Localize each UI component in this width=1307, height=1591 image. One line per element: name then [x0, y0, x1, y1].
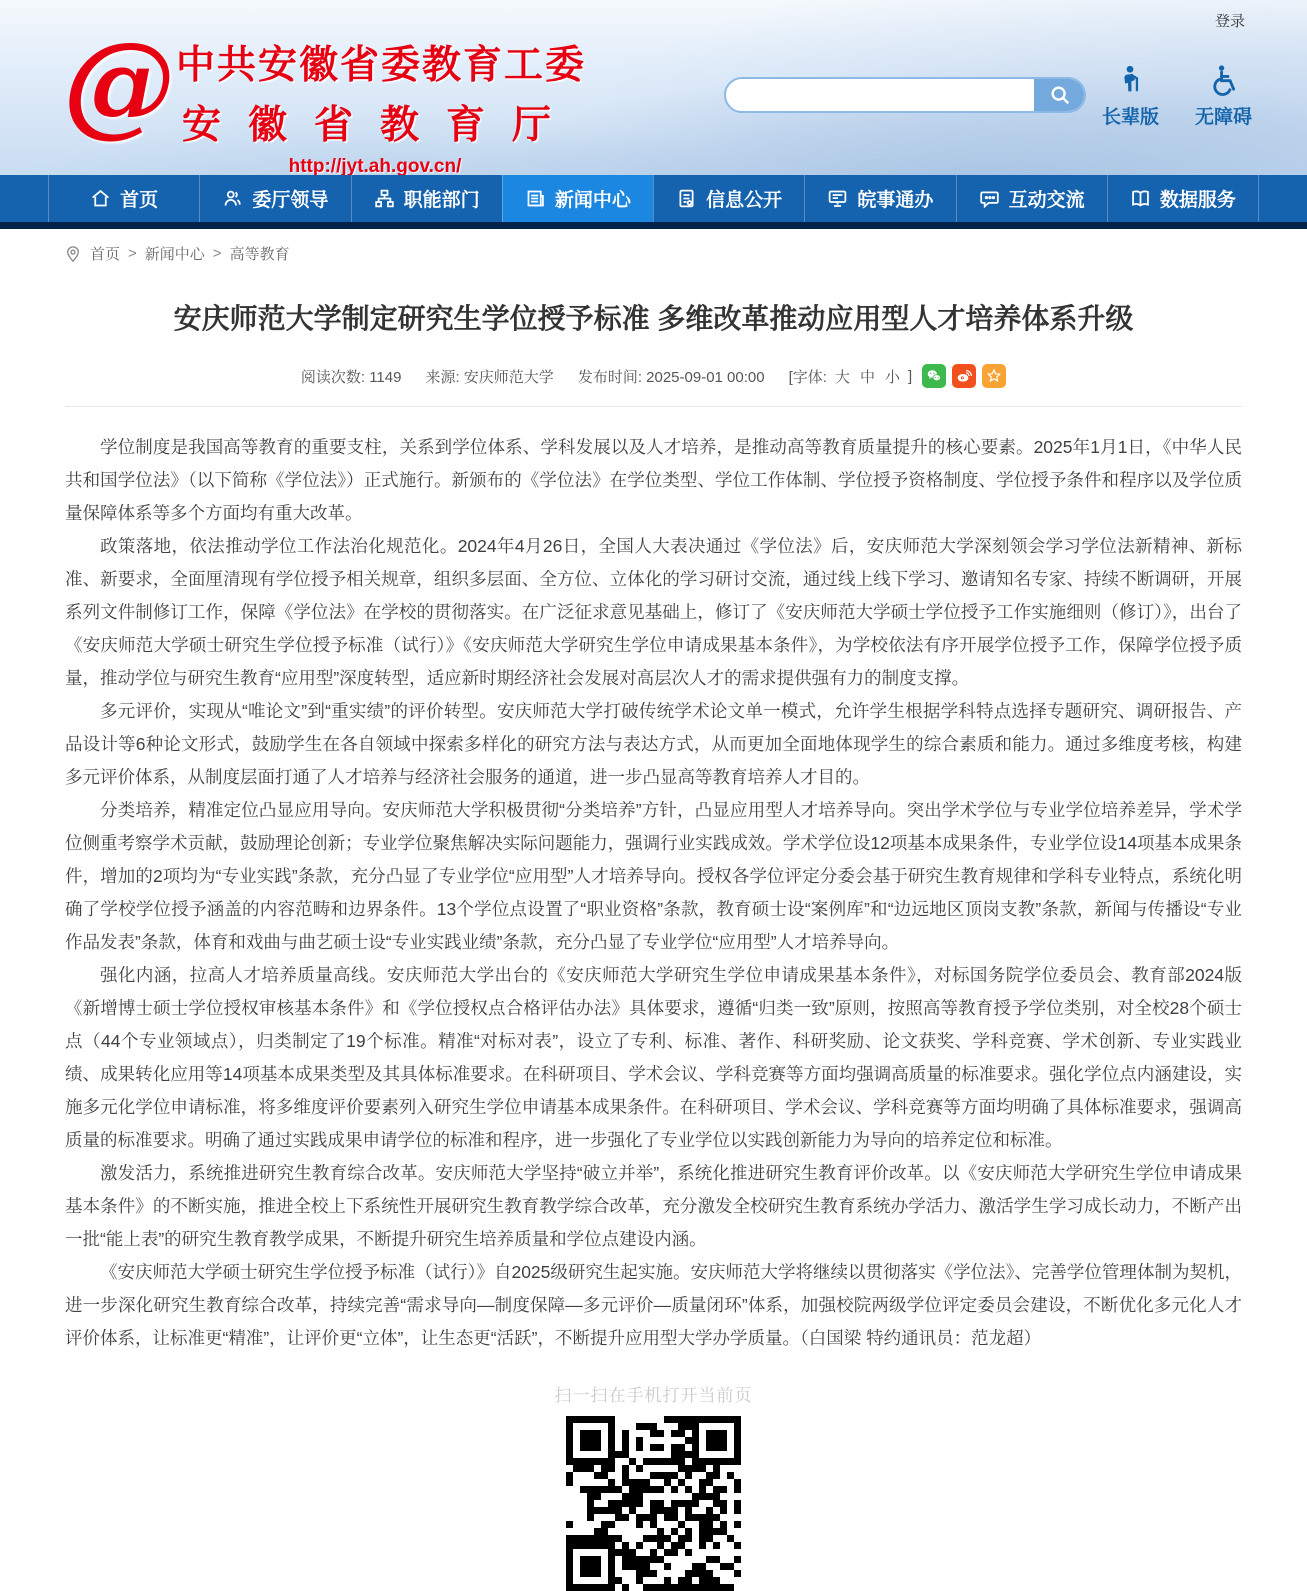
- nav-bottom-strip: [0, 222, 1307, 229]
- search-button[interactable]: [1034, 77, 1086, 113]
- paragraph: 学位制度是我国高等教育的重要支柱，关系到学位体系、学科发展以及人才培养，是推动高等教育质量提升的核心要素。2025年1月1日，《中华人民共和国学位法》（以下简称《学位法》）正式施行。新颁布的《学位法》在学位类型、学位工作体制、学位授予资格制度、学位授予条件和程序以及学位质量保障体系等多个方面均有重大改革。: [65, 437, 1242, 523]
- breadcrumb-home[interactable]: 首页: [90, 246, 121, 263]
- qr-code: [566, 1416, 741, 1591]
- breadcrumb-separator: >: [128, 245, 137, 262]
- font-size-large-button[interactable]: 大: [834, 368, 850, 386]
- search-bar: [724, 77, 1086, 113]
- breadcrumb: [0, 229, 1307, 274]
- views-count: 阅读次数: 1149: [300, 368, 402, 386]
- nav-item-services[interactable]: [804, 175, 955, 222]
- nav-item-interaction[interactable]: [956, 175, 1107, 222]
- paragraph: 多元评价，实现从“唯论文”到“重实绩”的评价转型。安庆师范大学打破传统学术论文单一模式，允许学生根据学科特点选择专题研究、调研报告、产品设计等6种论文形式，鼓励学生在各自领域中探索多样化的研究方法与表达方式，从而更加全面地体现学生的综合素质和能力。通过多维度考核，构建多元评价体系，从制度层面打通了人才培养与经济社会服务的通道，进一步凸显高等教育培养人才目的。: [65, 701, 1242, 787]
- nav-item-label: 皖事通办: [857, 190, 934, 211]
- nav-item-news[interactable]: [502, 175, 653, 222]
- login-link[interactable]: 登录: [1214, 13, 1245, 30]
- article-source: 来源: 安庆师范大学: [425, 368, 554, 386]
- nav-item-info-disclosure[interactable]: [653, 175, 804, 222]
- paragraph: 分类培养，精准定位凸显应用导向。安庆师范大学积极贯彻“分类培养”方针，凸显应用型人才培养导向。突出学术学位与专业学位培养差异，学术学位侧重考察学术贡献，鼓励理论创新；专业学位聚焦解决实际问题能力，强调行业实践成效。学术学位设12项基本成果条件，专业学位设14项基本成果条件，增加的2项均为“专业实践”条款，充分凸显了专业学位“应用型”人才培养导向。授权各学位评定分委会基于研究生教育规律和学科专业特点，系统化明确了学校学位授予涵盖的内容范畴和边界条件。13个学位点设置了“职业资格”条款，教育硕士设“案例库”和“边远地区顶岗支教”条款，新闻与传播设“专业作品发表”条款，体育和戏曲与曲艺硕士设“专业实践业绩”条款，充分凸显了专业学位“应用型”人才培养导向。: [65, 800, 1242, 952]
- accessibility-button[interactable]: [1195, 63, 1252, 129]
- font-size-label-open: [字体:: [788, 368, 827, 386]
- nav-item-label: 数据服务: [1159, 190, 1236, 211]
- nav-item-label: 信息公开: [706, 190, 783, 211]
- publish-time: 发布时间: 2025-09-01 00:00: [577, 368, 765, 386]
- meta-divider: [65, 406, 1242, 407]
- org-chart-icon: [374, 188, 395, 209]
- breadcrumb-news-center[interactable]: 新闻中心: [144, 246, 205, 263]
- qr-section: [0, 1381, 1307, 1591]
- font-size-label-close: ]: [907, 367, 913, 385]
- document-icon: [676, 188, 697, 209]
- nav-item-leaders[interactable]: [199, 175, 350, 222]
- site-logo[interactable]: [63, 18, 587, 175]
- wechat-share-icon[interactable]: [922, 364, 946, 388]
- elder-person-icon: [1113, 63, 1147, 97]
- nav-item-label: 互动交流: [1008, 190, 1085, 211]
- paragraph: 激发活力，系统推进研究生教育综合改革。安庆师范大学坚持“破立并举”，系统化推进研究生教育评价改革。以《安庆师范大学研究生学位申请成果基本条件》的不断实施，推进全校上下系统性开展研究生教育教学综合改革，充分激发全校研究生教育系统办学活力、激活学生学习成长动力，不断产出一批“能上表”的研究生教育教学成果，不断提升研究生培养质量和学位点建设内涵。: [65, 1163, 1242, 1249]
- nav-item-departments[interactable]: [351, 175, 502, 222]
- nav-item-home[interactable]: [48, 175, 199, 222]
- article-body: [65, 431, 1242, 1355]
- weibo-share-icon[interactable]: [952, 364, 976, 388]
- logo-at-icon: @: [63, 18, 175, 149]
- home-icon: [90, 188, 111, 209]
- font-size-small-button[interactable]: 小: [884, 368, 900, 386]
- nav-item-label: 职能部门: [403, 190, 480, 211]
- main-nav: [0, 175, 1307, 222]
- search-icon: [1049, 84, 1071, 106]
- article-meta: [65, 364, 1242, 388]
- breadcrumb-separator: >: [212, 245, 222, 262]
- breadcrumb-higher-education[interactable]: 高等教育: [229, 246, 290, 263]
- book-icon: [1130, 188, 1151, 209]
- nav-item-label: 委厅领导: [252, 190, 329, 211]
- users-icon: [222, 188, 243, 209]
- qzone-star-share-icon[interactable]: [982, 364, 1006, 388]
- page-title: 安庆师范大学制定研究生学位授予标准 多维改革推动应用型人才培养体系升级: [173, 303, 1134, 334]
- wheelchair-icon: [1206, 63, 1240, 97]
- news-icon: [525, 188, 546, 209]
- elder-version-button[interactable]: [1102, 63, 1159, 129]
- nav-item-label: 首页: [120, 190, 159, 211]
- monitor-icon: [827, 188, 848, 209]
- accessibility-label: 无障碍: [1194, 107, 1252, 128]
- org-name-line1: 中共安徽省委教育工委: [176, 44, 587, 87]
- site-url: http://jyt.ah.gov.cn/: [288, 156, 462, 175]
- chat-icon: [979, 188, 1000, 209]
- nav-item-label: 新闻中心: [554, 190, 631, 211]
- elder-version-label: 长辈版: [1101, 107, 1159, 128]
- article: [65, 300, 1242, 1355]
- org-name-line2: 安徽省教育厅: [182, 104, 579, 147]
- search-input[interactable]: [726, 79, 1034, 111]
- location-pin-icon: [64, 245, 82, 263]
- site-header: [0, 0, 1307, 175]
- paragraph: 政策落地，依法推动学位工作法治化规范化。2024年4月26日，全国人大表决通过《学位法》后，安庆师范大学深刻领会学习学位法新精神、新标准、新要求，全面厘清现有学位授予相关规章，组织多层面、全方位、立体化的学习研讨交流，通过线上线下学习、邀请知名专家、持续不断调研，开展系列文件制修订工作，保障《学位法》在学校的贯彻落实。在广泛征求意见基础上，修订了《安庆师范大学硕士学位授予工作实施细则（修订）》，出台了《安庆师范大学硕士研究生学位授予标准（试行）》《安庆师范大学研究生学位申请成果基本条件》，为学校依法有序开展学位授予工作，保障学位授予质量，推动学位与研究生教育“应用型”深度转型，适应新时期经济社会发展对高层次人才的需求提供强有力的制度支撑。: [65, 536, 1242, 688]
- paragraph: 《安庆师范大学硕士研究生学位授予标准（试行）》自2025级研究生起实施。安庆师范大学将继续以贯彻落实《学位法》、完善学位管理体制为契机，进一步深化研究生教育综合改革，持续完善“需求导向—制度保障—多元评价—质量闭环”体系，加强校院两级学位评定委员会建设，不断优化多元化人才评价体系，让标准更“精准”，让评价更“立体”，让生态更“活跃”，不断提升应用型大学办学质量。（白国梁 特约通讯员：范龙超）: [65, 1262, 1242, 1348]
- font-size-medium-button[interactable]: 中: [859, 368, 875, 386]
- nav-item-data-services[interactable]: [1107, 175, 1259, 222]
- paragraph: 强化内涵，拉高人才培养质量高线。安庆师范大学出台的《安庆师范大学研究生学位申请成果基本条件》，对标国务院学位委员会、教育部2024版《新增博士硕士学位授权审核基本条件》和《学位授权点合格评估办法》具体要求，遵循“归类一致”原则，按照高等教育授予学位类别，对全校28个硕士点（44个专业领域点），归类制定了19个标准。精准“对标对表”，设立了专利、标准、著作、科研奖励、论文获奖、学科竞赛、学术创新、专业实践业绩、成果转化应用等14项基本成果类型及其具体标准要求。在科研项目、学术会议、学科竞赛等方面均强调高质量的标准要求。强化学位点内涵建设，实施多元化学位申请标准，将多维度评价要素列入研究生学位申请基本成果条件。在科研项目、学术会议、学科竞赛等方面均明确了具体标准要求，强调高质量的标准要求。明确了通过实践成果申请学位的标准和程序，进一步强化了专业学位以实践创新能力为导向的培养定位和标准。: [65, 965, 1242, 1150]
- qr-caption: 扫一扫在手机打开当前页: [554, 1386, 753, 1405]
